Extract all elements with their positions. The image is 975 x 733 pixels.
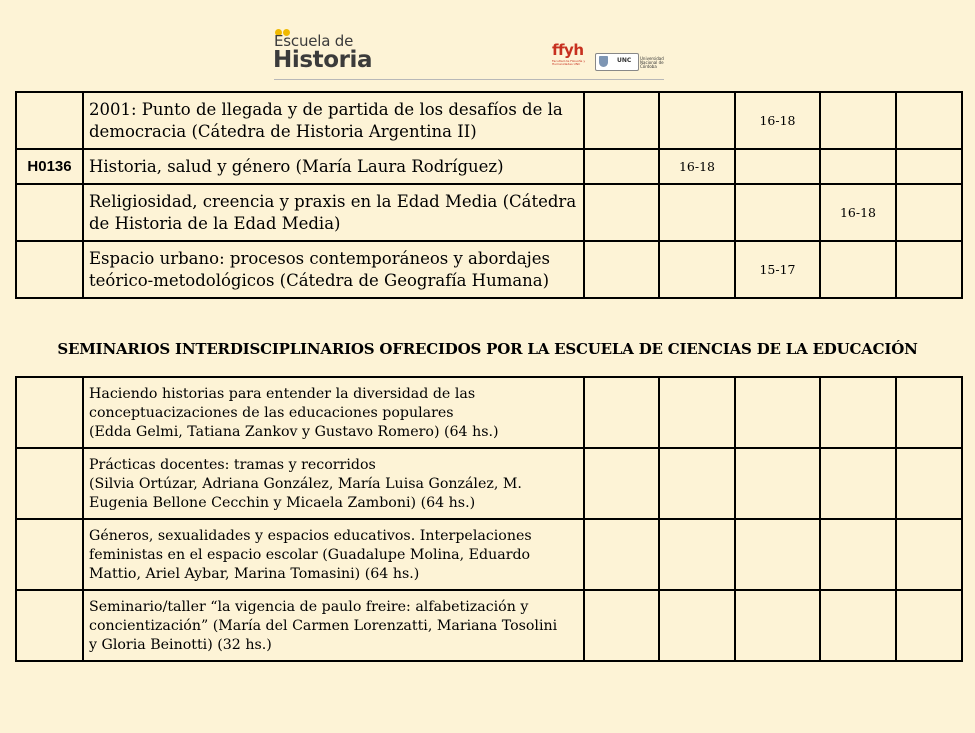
schedule-cell — [659, 184, 735, 241]
schedule-cell — [584, 519, 659, 590]
schedule-cell — [735, 519, 820, 590]
course-description — [83, 590, 584, 661]
escuela-logo-line2: Historia — [273, 47, 373, 73]
header-divider — [274, 79, 664, 80]
table-row — [16, 448, 962, 519]
description-line: feministas en el espacio escolar (Guadalupe Molina, Eduardo — [89, 546, 531, 563]
schedule-cell — [735, 590, 820, 661]
schedule-cell — [820, 590, 896, 661]
table-row — [16, 241, 962, 298]
schedule-cell — [896, 184, 962, 241]
schedule-cell — [896, 590, 962, 661]
unc-badge — [595, 53, 639, 71]
history-seminars-table — [15, 91, 963, 299]
schedule-cell — [896, 448, 962, 519]
escuela-logo-line1: Escuela de — [274, 32, 354, 50]
schedule-cell — [735, 184, 820, 241]
course-description — [83, 519, 584, 590]
schedule-cell — [735, 448, 820, 519]
schedule-cell — [659, 590, 735, 661]
schedule-cell — [584, 149, 659, 184]
schedule-cell: 15-17 — [735, 241, 820, 298]
faculty-logo: ffyh — [552, 41, 584, 59]
schedule-cell — [896, 149, 962, 184]
schedule-cell — [896, 519, 962, 590]
section-title: SEMINARIOS INTERDISCIPLINARIOS OFRECIDOS POR LA ESCUELA DE CIENCIAS DE LA EDUCACIÓN — [57, 340, 918, 358]
course-code: H0136 — [16, 149, 83, 184]
course-code — [16, 241, 83, 298]
course-code — [16, 590, 83, 661]
course-code — [16, 184, 83, 241]
course-code — [16, 448, 83, 519]
faculty-logo-subtitle: Facultad de Filosofía y Humanidades UNC — [552, 59, 586, 66]
course-description — [83, 448, 584, 519]
schedule-cell: 16-18 — [659, 149, 735, 184]
table-row — [16, 92, 962, 149]
course-description: Espacio urbano: procesos contemporáneos y abordajes teórico-metodológicos (Cátedra de Geografía Humana) — [83, 241, 584, 298]
course-description — [83, 377, 584, 448]
description-line: (Edda Gelmi, Tatiana Zankov y Gustavo Romero) (64 hs.) — [89, 423, 499, 440]
page-header — [272, 18, 664, 82]
table-row — [16, 377, 962, 448]
unc-badge-text: UNC — [617, 57, 632, 64]
schedule-cell — [584, 92, 659, 149]
description-line: y Gloria Beinotti) (32 hs.) — [89, 636, 272, 653]
course-code — [16, 92, 83, 149]
schedule-cell — [584, 448, 659, 519]
schedule-cell — [820, 377, 896, 448]
schedule-cell — [584, 590, 659, 661]
schedule-cell — [820, 149, 896, 184]
course-code — [16, 377, 83, 448]
schedule-cell: 16-18 — [735, 92, 820, 149]
schedule-cell: 16-18 — [820, 184, 896, 241]
schedule-cell — [659, 92, 735, 149]
table-row — [16, 149, 962, 184]
schedule-cell — [820, 241, 896, 298]
education-seminars-table — [15, 376, 963, 662]
university-name: Universidad Nacional de Córdoba — [640, 56, 664, 69]
schedule-cell — [896, 92, 962, 149]
unc-crest-icon — [599, 56, 608, 67]
course-description: Religiosidad, creencia y praxis en la Edad Media (Cátedra de Historia de la Edad Media) — [83, 184, 584, 241]
course-description: Historia, salud y género (María Laura Rodríguez) — [83, 149, 584, 184]
schedule-cell — [584, 377, 659, 448]
table-row — [16, 590, 962, 661]
description-line: (Silvia Ortúzar, Adriana González, María Luisa González, M. — [89, 475, 522, 492]
description-line: Mattio, Ariel Aybar, Marina Tomasini) (64 hs.) — [89, 565, 420, 582]
description-line: concientización” (María del Carmen Lorenzatti, Mariana Tosolini — [89, 617, 558, 634]
schedule-cell — [896, 377, 962, 448]
schedule-cell — [584, 184, 659, 241]
description-line: conceptuacizaciones de las educaciones populares — [89, 404, 454, 421]
schedule-cell — [820, 92, 896, 149]
description-line: Eugenia Bellone Cecchin y Micaela Zamboni) (64 hs.) — [89, 494, 476, 511]
schedule-cell — [659, 448, 735, 519]
schedule-cell — [659, 241, 735, 298]
schedule-cell — [820, 519, 896, 590]
course-code — [16, 519, 83, 590]
schedule-cell — [820, 448, 896, 519]
schedule-cell — [584, 241, 659, 298]
description-line: Seminario/taller “la vigencia de paulo freire: alfabetización y — [89, 598, 529, 615]
schedule-cell — [659, 519, 735, 590]
schedule-cell — [735, 377, 820, 448]
table-row — [16, 184, 962, 241]
description-line: Prácticas docentes: tramas y recorridos — [89, 456, 376, 473]
schedule-cell — [735, 149, 820, 184]
table-row — [16, 519, 962, 590]
description-line: Haciendo historias para entender la diversidad de las — [89, 385, 476, 402]
course-description: 2001: Punto de llegada y de partida de los desafíos de la democracia (Cátedra de Historia Argentina II) — [83, 92, 584, 149]
description-line: Géneros, sexualidades y espacios educativos. Interpelaciones — [89, 527, 532, 544]
schedule-cell — [659, 377, 735, 448]
schedule-cell — [896, 241, 962, 298]
